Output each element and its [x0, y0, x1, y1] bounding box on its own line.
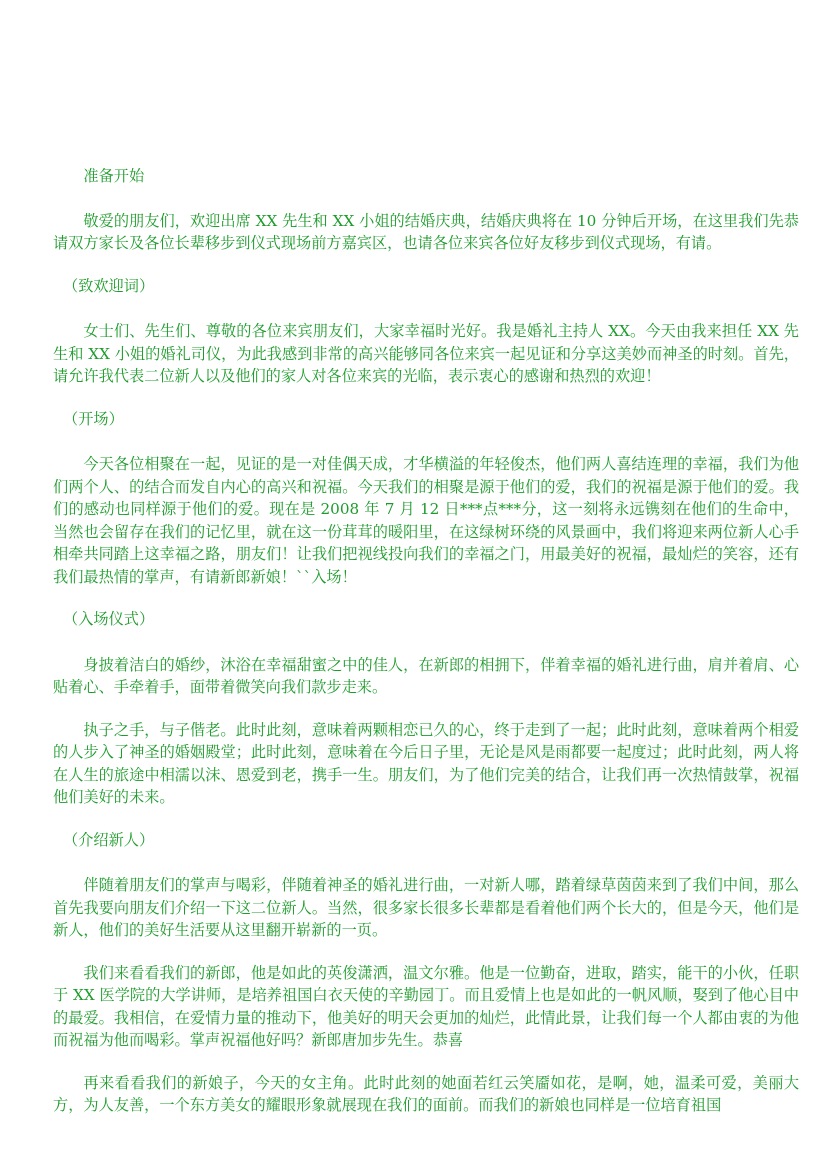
- section-opening: （开场）: [63, 409, 124, 428]
- paragraph-groom: 我们来看看我们的新郎，他是如此的英俊潇洒，温文尔雅。他是一位勤奋，进取，踏实，能干的小伙，任职于 XX 医学院的大学讲师，是培养祖国白衣天使的辛勤园丁。而且爱情上也是如此的一帆风顺，娶到了他心目中的最爱。我相信，在爱情力量的推动下，他美好的明天会更加的灿烂，此情此景，让我们每一个人都由衷的为他而祝福为他而喝彩。掌声祝福他好吗？新郎唐加步先生。恭喜: [53, 963, 799, 1049]
- section-introduce-couple: （介绍新人）: [63, 830, 155, 849]
- paragraph-entrance: 身披着洁白的婚纱，沐浴在幸福甜蜜之中的佳人，在新郎的相拥下，伴着幸福的婚礼进行曲，肩并着肩、心贴着心、手牵着手，面带着微笑向我们款步走来。: [53, 655, 799, 696]
- document-body: [53, 165, 799, 1137]
- section-entrance-ceremony: （入场仪式）: [63, 610, 155, 628]
- paragraph-gathering: 今天各位相聚在一起，见证的是一对佳偶天成，才华横溢的年轻俊杰，他们两人喜结连理的幸福，我们为他们两个人、的结合而发自内心的高兴和祝福。今天我们的相聚是源于他们的爱，我们的祝福是源于他们的爱。我们的感动也同样源于他们的爱。现在是 2008 年 7 月 12 日***点***分，这一刻将永远镌刻在他们的生命中，当然也会留存在我们的记忆里，就在这一份茸茸的暖阳里，在这绿树环绕的风景画中，我们将迎来两位新人心手相牵共同踏上这幸福之路，朋友们！让我们把视线投向我们的幸福之门，用最美好的祝福，最灿烂的笑容，还有我们最热情的掌声，有请新郎新娘！``入场！: [53, 455, 799, 586]
- section-welcome-speech: （致欢迎词）: [63, 276, 155, 295]
- paragraph-welcome: 女士们、先生们、尊敬的各位来宾朋友们，大家幸福时光好。我是婚礼主持人 XX。今天由我来担任 XX 先生和 XX 小姐的婚礼司仪，为此我感到非常的高兴能够同各位来宾一起见证和分享这美妙而神圣的时刻。首先，请允许我代表二位新人以及他们的家人对各位来宾的光临，表示衷心的感谢和热烈的欢迎！: [53, 322, 799, 385]
- document-title: 准备开始: [83, 167, 145, 185]
- paragraph-introduction: 伴随着朋友们的掌声与喝彩，伴随着神圣的婚礼进行曲，一对新人哪，踏着绿草茵茵来到了我们中间，那么首先我要向朋友们介绍一下这二位新人。当然，很多家长很多长辈都是看着他们两个长大的，但是今天，他们是新人，他们的美好生活要从这里翻开崭新的一页。: [53, 876, 799, 939]
- paragraph-bride: 再来看看我们的新娘子，今天的女主角。此时此刻的她面若红云笑靥如花，是啊，她，温柔可爱，美丽大方，为人友善，一个东方美女的耀眼形象就展现在我们的面前。而我们的新娘也同样是一位培育祖国: [53, 1073, 799, 1114]
- paragraph-opening: 敬爱的朋友们，欢迎出席 XX 先生和 XX 小姐的结婚庆典，结婚庆典将在 10 分钟后开场，在这里我们先恭请双方家长及各位长辈移步到仪式现场前方嘉宾区，也请各位来宾各位好友移步到仪式现场，有请。: [53, 211, 799, 252]
- paragraph-vows: 执子之手，与子偕老。此时此刻，意味着两颗相恋已久的心，终于走到了一起；此时此刻，意味着两个相爱的人步入了神圣的婚姻殿堂；此时此刻，意味着在今后日子里，无论是风是雨都要一起度过；此时此刻，两人将在人生的旅途中相濡以沫、恩爱到老，携手一生。朋友们，为了他们完美的结合，让我们再一次热情鼓掌，祝福他们美好的未来。: [53, 720, 799, 806]
